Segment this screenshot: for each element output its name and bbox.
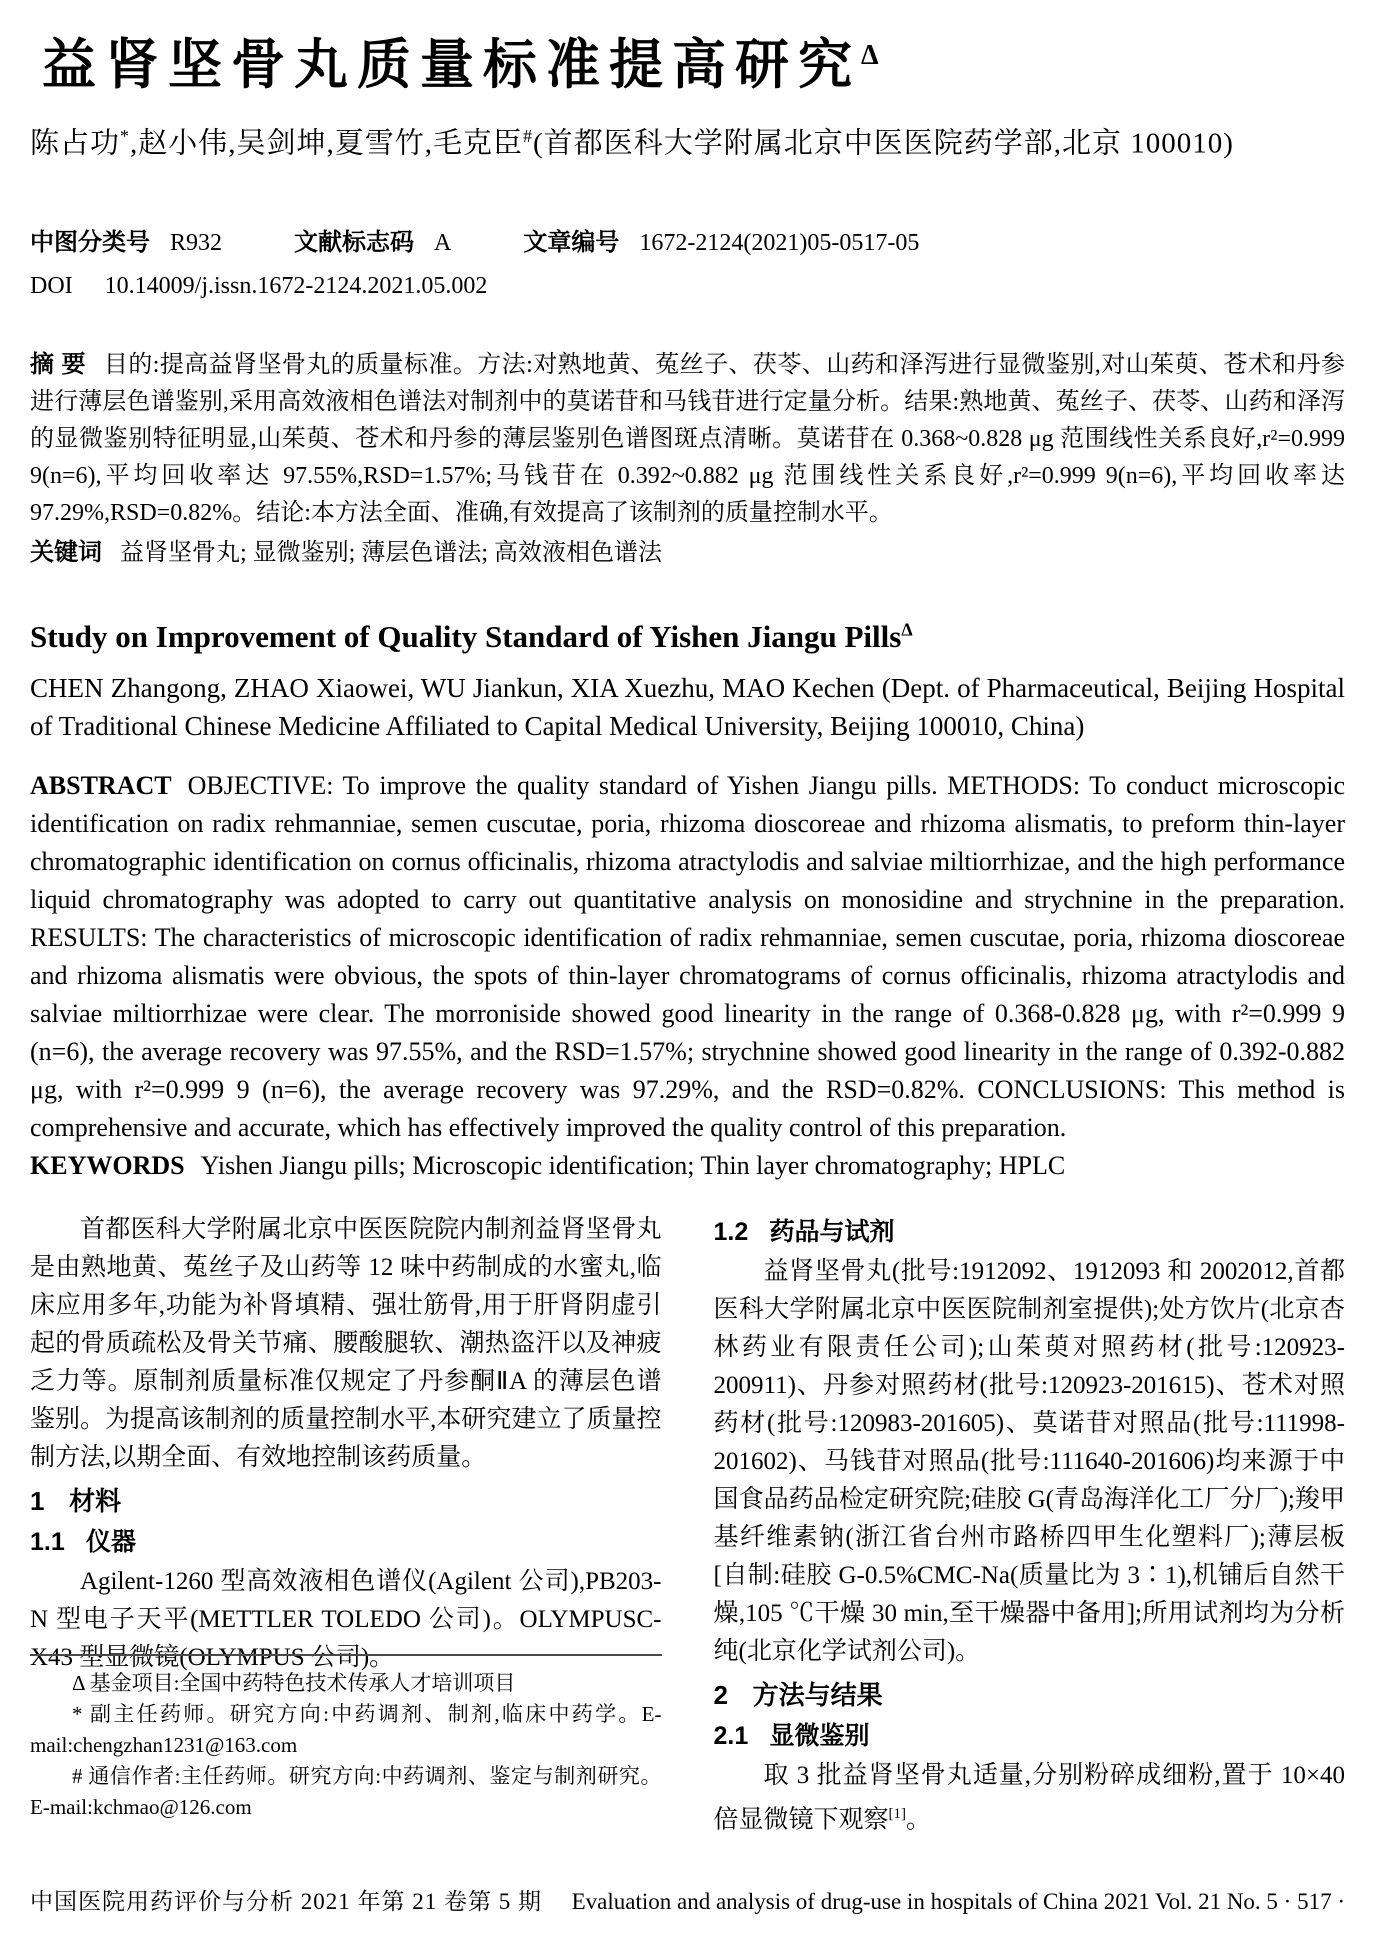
- citation-ref-1: [1]: [888, 1805, 907, 1822]
- title-fund-mark: Δ: [861, 40, 879, 71]
- keywords-en-text: Yishen Jiangu pills; Microscopic identification; Thin layer chromatography; HPLC: [200, 1150, 1066, 1180]
- right-column: [713, 1211, 1346, 1834]
- doi-label: DOI: [30, 272, 73, 299]
- reagents-paragraph: 益肾坚骨丸(批号:1912092、1912093 和 2002012,首都医科大学附属北京中医医院制剂室提供);处方饮片(北京杏林药业有限责任公司);山茱萸对照药材(批号:120923-200911)、丹参对照药材(批号:120923-201615)、苍术对照药材(批号:120983-201605)、莫诺苷对照品(批号:111998-201602)、马钱苷对照品(批号:111640-201606)均来源于中国食品药品检定研究院;硅胶 G(青岛海洋化工厂分厂);羧甲基纤维素钠(浙江省台州市路桥四甲生化塑料厂);薄层板[自制:硅胶 G-0.5%CMC-Na(质量比为 3∶1),机铺后自然干燥,105 ℃干燥 30 min,至干燥器中备用];所用试剂均为分析纯(北京化学试剂公司)。: [713, 1257, 1345, 1665]
- authors-middle: ,赵小伟,吴剑坤,夏雪竹,毛克臣: [130, 128, 524, 161]
- abstract-en-text: OBJECTIVE: To improve the quality standard of Yishen Jiangu pills. METHODS: To conduct microscopic identification on radix rehmanniae, semen cuscutae, poria, rhizoma dioscoreae and rhizoma alismatis, to preform thin-layer chromatographic identification on cornus officinalis, rhizoma atractylodis and salviae miltiorrhizae, and the high performance liquid chromatography was adopted to carry out quantitative analysis on monosidine and strychnine in the preparation. RESULTS: The characteristics of microscopic identification of radix rehmanniae, semen cuscutae, poria, rhizoma dioscoreae and rhizoma alismatis were obvious, the spots of thin-layer chromatograms of cornus officinalis, rhizoma atractylodis and salviae miltiorrhizae were clear. The morroniside showed good linearity in the range of 0.368-0.828 μg, with r²=0.999 9 (n=6), the average recovery was 97.55%, and the RSD=1.57%; strychnine showed good linearity in the range of 0.392-0.882 μg, with r²=0.999 9 (n=6), the average recovery was 97.29%, and the RSD=0.82%. CONCLUSIONS: This method is comprehensive and accurate, which has effectively improved the quality control of this preparation.: [30, 770, 1345, 1142]
- intro-paragraph: 首都医科大学附属北京中医医院院内制剂益肾坚骨丸是由熟地黄、菟丝子及山药等 12 味中药制成的水蜜丸,临床应用多年,功能为补肾填精、强壮筋骨,用于肝肾阴虚引起的骨质疏松及骨关节痛、腰酸腿软、潮热盗汗以及神疲乏力等。原制剂质量标准仅规定了丹参酮ⅡA 的薄层色谱鉴别。为提高该制剂的质量控制水平,本研究建立了质量控制方法,以期全面、有效地控制该药质量。: [30, 1215, 662, 1471]
- page-footer: [30, 1883, 1345, 1916]
- section-1-2-title: 药品与试剂: [769, 1217, 895, 1246]
- section-1-1-number: 1.1: [30, 1527, 65, 1556]
- section-2-heading: [714, 1675, 1346, 1715]
- microscopic-tail: 。: [906, 1806, 932, 1834]
- authors-zh: [30, 125, 1345, 163]
- body-columns: [30, 1211, 1345, 1834]
- footer-journal-zh: 中国医院用药评价与分析 2021 年第 21 卷第 5 期: [30, 1889, 542, 1914]
- abstract-zh: [30, 346, 1345, 532]
- affiliation-zh: (首都医科大学附属北京中医医院药学部,北京 100010): [533, 128, 1234, 161]
- clc-value: R932: [170, 229, 223, 256]
- left-column: [30, 1211, 662, 1823]
- article-meta-row: [30, 222, 1345, 257]
- footnote-fund: Δ 基金项目:全国中药特色技术传承人才培训项目: [72, 1670, 516, 1695]
- instruments-paragraph: Agilent-1260 型高效液相色谱仪(Agilent 公司),PB203-N 型电子天平(METTLER TOLEDO 公司)。OLYMPUSC-X43 型显微镜(OLYMPUS 公司)。: [30, 1567, 662, 1671]
- abstract-zh-label: 摘 要: [30, 350, 86, 378]
- section-1-number: 1: [30, 1485, 45, 1516]
- section-2-title: 方法与结果: [752, 1679, 883, 1710]
- footer-journal-en: Evaluation and analysis of drug-use in hospitals of China 2021 Vol. 21 No. 5 · 517 ·: [571, 1889, 1345, 1914]
- article-no-value: 1672-2124(2021)05-0517-05: [639, 229, 920, 256]
- section-2-1-title: 显微鉴别: [769, 1721, 870, 1750]
- section-2-number: 2: [713, 1679, 728, 1710]
- footnote-first-author: * 副主任药师。研究方向:中药调剂、制剂,临床中药学。E-mail:chengzhan1231@163.com: [30, 1701, 662, 1757]
- doi-row: [30, 273, 1345, 300]
- footnote-block: [30, 1654, 662, 1823]
- article-no-label: 文章编号: [523, 228, 620, 256]
- abstract-en: [30, 767, 1345, 1147]
- abstract-en-label: ABSTRACT: [30, 770, 172, 800]
- author-corresponding-mark: #: [523, 126, 534, 147]
- section-1-heading: [30, 1481, 662, 1521]
- doi-value: 10.14009/j.issn.1672-2124.2021.05.002: [104, 272, 488, 299]
- microscopic-text: 取 3 批益肾坚骨丸适量,分别粉碎成细粉,置于 10×40 倍显微镜下观察: [713, 1761, 1345, 1834]
- keywords-en-label: KEYWORDS: [30, 1150, 185, 1180]
- section-2-1-number: 2.1: [713, 1721, 749, 1750]
- title-en-fund-mark: Δ: [901, 619, 913, 640]
- author-first: 陈占功: [30, 128, 121, 161]
- section-1-2-heading: [714, 1213, 1346, 1251]
- clc-label: 中图分类号: [30, 228, 150, 256]
- article-title-en: [30, 618, 1345, 655]
- section-1-1-title: 仪器: [86, 1527, 137, 1556]
- section-1-title: 材料: [69, 1485, 122, 1516]
- keywords-zh: [30, 534, 1345, 572]
- footnote-corresponding-author: # 通信作者:主任药师。研究方向:中药调剂、鉴定与制剂研究。E-mail:kchmao@126.com: [30, 1763, 662, 1819]
- author-first-mark: *: [120, 126, 131, 147]
- section-1-2-number: 1.2: [713, 1217, 749, 1246]
- keywords-en: [30, 1147, 1345, 1185]
- article-title-zh-text: 益肾坚骨丸质量标准提高研究: [42, 35, 861, 95]
- authors-en: CHEN Zhangong, ZHAO Xiaowei, WU Jiankun, XIA Xuezhu, MAO Kechen (Dept. of Pharmaceutical, Beijing Hospital of Traditional Chinese Medicine Affiliated to Capital Medical University, Beijing 100010, China): [30, 672, 1345, 741]
- article-title-zh: [42, 36, 1345, 95]
- article-title-en-text: Study on Improvement of Quality Standard of Yishen Jiangu Pills: [30, 618, 902, 654]
- doc-code-value: A: [434, 229, 452, 256]
- section-2-1-heading: [714, 1717, 1346, 1755]
- microscopic-paragraph: [714, 1757, 1346, 1839]
- keywords-zh-label: 关键词: [30, 538, 102, 566]
- abstract-zh-text: 目的:提高益肾坚骨丸的质量标准。方法:对熟地黄、菟丝子、茯苓、山药和泽泻进行显微鉴别,对山茱萸、苍术和丹参进行薄层色谱鉴别,采用高效液相色谱法对制剂中的莫诺苷和马钱苷进行定量分析。结果:熟地黄、菟丝子、茯苓、山药和泽泻的显微鉴别特征明显,山茱萸、苍术和丹参的薄层鉴别色谱图斑点清晰。莫诺苷在 0.368~0.828 μg 范围线性关系良好,r²=0.999 9(n=6),平均回收率达 97.55%,RSD=1.57%;马钱苷在 0.392~0.882 μg 范围线性关系良好,r²=0.999 9(n=6),平均回收率达 97.29%,RSD=0.82%。结论:本方法全面、准确,有效提高了该制剂的质量控制水平。: [30, 351, 1345, 526]
- doc-code-label: 文献标志码: [294, 228, 415, 256]
- keywords-zh-text: 益肾坚骨丸; 显微鉴别; 薄层色谱法; 高效液相色谱法: [120, 539, 663, 566]
- section-1-1-heading: [30, 1523, 662, 1561]
